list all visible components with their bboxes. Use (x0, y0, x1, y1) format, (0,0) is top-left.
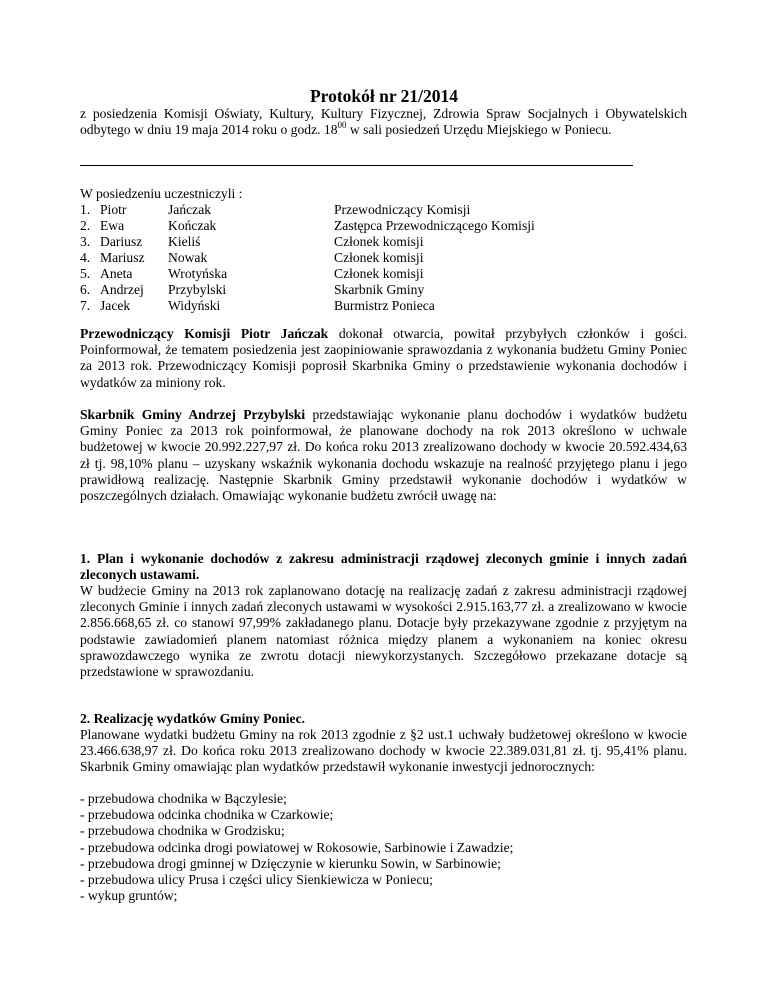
paragraph-text: dokonał otwarcia, powitał przybyłych członków i gości. Poinformował, że tematem posiedzenia jest zaopiniowanie sprawozdania z wykonania budżetu Gminy Poniec za 2013 rok. Przewodniczący Komisji poprosił Skarbnika Gminy o przedstawienie wykonania dochodów i wydatków za miniony rok. (80, 326, 688, 390)
time-superscript: 00 (337, 120, 347, 131)
section-1-text: W budżecie Gminy na 2013 rok zaplanowano dotację na realizację zadań z zakresu administracji rządowej zleconych Gminie i innych zadań zleconych ustawami w wysokości 2.915.163,77 zł. a zrealizowano w kwocie 2.856.668,65 zł. co stanowi 97,99% zakładanego planu. Dotacje były przekazywane zgodnie z przyjętym na podstawie zawiadomień planem natomiast różnica między planem a wykonaniem na koniec okresu sprawozdawczego wynika ze zwrotu dotacji niewykorzystanych. Szczegółowo przekazane dotacje są przedstawione w sprawozdaniu. (80, 583, 687, 680)
opening-paragraph (80, 326, 687, 391)
list-item: - wykup gruntów; (80, 888, 178, 904)
member-role: Członek komisji (334, 266, 424, 281)
intro-text: z posiedzenia Komisji Oświaty, Kultury, Kultury Fizycznej, Zdrowia Spraw Socjalnych i Obywatelskich odbytego w dniu 19 maja 2014 roku o godz. 18 (80, 106, 687, 138)
member-number: 5. (80, 266, 91, 281)
treasurer-paragraph (80, 407, 687, 504)
member-number: 3. (80, 234, 91, 249)
section-2-heading: 2. Realizację wydatków Gminy Poniec. (80, 711, 306, 726)
member-role: Członek komisji (334, 250, 424, 265)
member-number: 4. (80, 250, 91, 265)
section-2-text: Planowane wydatki budżetu Gminy na rok 2013 zgodnie z §2 ust.1 uchwały budżetowej określono w kwocie 23.466.638,97 zł. Do końca roku 2013 zrealizowano dochody w kwocie 22.389.031,81 zł. tj. 95,41% planu. Skarbnik Gminy omawiając plan wydatków przedstawił wykonanie inwestycji jednorocznych: (80, 727, 687, 775)
member-number: 6. (80, 282, 91, 297)
member-last-name: Nowak (168, 250, 208, 265)
list-item: - przebudowa ulicy Prusa i części ulicy Sienkiewicza w Poniecu; (80, 872, 433, 888)
member-first-name: Piotr (100, 202, 127, 217)
member-first-name: Andrzej (100, 282, 144, 297)
member-role: Członek komisji (334, 234, 424, 249)
member-first-name: Aneta (100, 266, 133, 281)
member-first-name: Mariusz (100, 250, 145, 265)
section-1-heading: 1. Plan i wykonanie dochodów z zakresu administracji rządowej zleconych gminie i innych zadań zleconych ustawami. (80, 551, 687, 583)
member-number: 7. (80, 298, 91, 313)
paragraph-text: przedstawiając wykonanie planu dochodów i wydatków budżetu Gminy Poniec za 2013 rok poinformował, że planowane dochody na rok 2013 określono w uchwale budżetowej w kwocie 20.992.227,97 zł. Do końca roku 2013 zrealizowano dochody w kwocie 20.592.434,63 zł tj. 98,10% planu – uzyskany wskaźnik wykonania dochodu wskazuje na realność przyjętego planu i jego prawidłową realizację. Następnie Skarbnik Gminy przedstawił wykonanie dochodów i wydatków w poszczególnych działach. Omawiając wykonanie budżetu zwrócił uwagę na: (80, 407, 687, 504)
list-item: - przebudowa odcinka chodnika w Czarkowie; (80, 807, 334, 823)
member-first-name: Ewa (100, 218, 125, 233)
attendance-heading: W posiedzeniu uczestniczyli : (80, 186, 243, 201)
member-last-name: Widyński (168, 298, 221, 313)
investment-list (80, 791, 687, 904)
separator-line (80, 165, 633, 166)
member-last-name: Kieliś (168, 234, 201, 249)
member-last-name: Wrotyńska (168, 266, 228, 281)
member-number: 2. (80, 218, 91, 233)
member-role: Burmistrz Ponieca (334, 298, 435, 313)
member-role: Przewodniczący Komisji (334, 202, 471, 217)
document-title: Protokół nr 21/2014 (309, 86, 459, 106)
speaker-name: Skarbnik Gminy Andrzej Przybylski (80, 407, 306, 422)
list-item: - przebudowa chodnika w Grodzisku; (80, 823, 285, 839)
member-number: 1. (80, 202, 91, 217)
list-item: - przebudowa chodnika w Bączylesie; (80, 791, 287, 806)
member-first-name: Dariusz (100, 234, 143, 249)
speaker-name: Przewodniczący Komisji Piotr Jańczak (80, 326, 329, 341)
member-last-name: Przybylski (168, 282, 227, 297)
intro-paragraph (80, 106, 687, 138)
member-first-name: Jacek (100, 298, 131, 313)
member-role: Zastępca Przewodniczącego Komisji (334, 218, 535, 233)
list-item: - przebudowa drogi gminnej w Dzięczynie w kierunku Sowin, w Sarbinowie; (80, 855, 501, 871)
intro-text-end: w sali posiedzeń Urzędu Miejskiego w Poniecu. (346, 122, 612, 138)
member-last-name: Jańczak (168, 202, 212, 217)
member-last-name: Kończak (168, 218, 217, 233)
list-item: - przebudowa odcinka drogi powiatowej w Rokosowie, Sarbinowie i Zawadzie; (80, 839, 514, 855)
member-role: Skarbnik Gminy (334, 282, 425, 297)
